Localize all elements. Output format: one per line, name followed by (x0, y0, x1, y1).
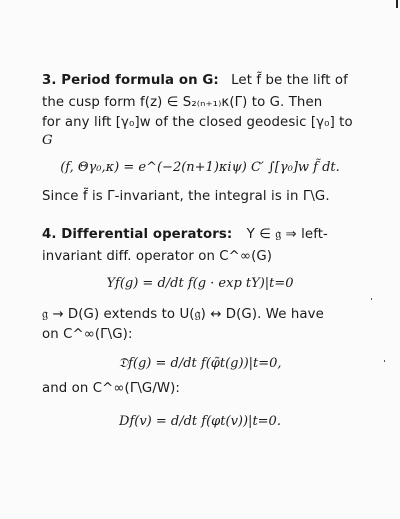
section4-line1-tail: Y ∈ 𝔤 ⇒ left- (246, 227, 328, 242)
section4-eq2: 𝔇f(g) = d/dt f(φ̃t(g))|t=0, (118, 356, 282, 371)
section4-line1 (42, 224, 376, 246)
section3-line4: G (42, 133, 53, 148)
section4-eq1: Yf(g) = d/dt f(g · exp tY)|t=0 (106, 276, 294, 291)
page-edge-mark (396, 0, 398, 8)
section3-line2: the cusp form f(z) ∈ S₂₍ₙ₊₁₎κ(Γ) to G. Then (42, 95, 323, 110)
section4-line2: invariant diff. operator on C^∞(G) (42, 249, 273, 264)
section3-line1 (42, 70, 376, 92)
section4-eq3: Df(v) = d/dt f(φt(v))|t=0. (119, 414, 281, 429)
section3-line1-tail: Let f̃ be the lift of (231, 73, 348, 88)
section4-line3: 𝔤 → D(G) extends to U(𝔤) ↔ D(G). We have (42, 307, 324, 322)
section4-heading: 4. Differential operators: (42, 227, 233, 242)
section3-line5: Since f̃ is Γ-invariant, the integral is in Γ\G. (42, 189, 330, 204)
section4-line5: and on C^∞(Γ\G/W): (42, 381, 181, 396)
section3-equation: (f, Θγ₀,κ) = e^(−2(n+1)κiψ) C′ ∫[γ₀]w f̃ dt. (60, 160, 340, 175)
section3-heading: 3. Period formula on G: (42, 73, 219, 88)
section3-line3: for any lift [γ₀]w of the closed geodesic [γ₀] to (42, 115, 353, 130)
scan-speck (371, 298, 372, 300)
section4-line4: on C^∞(Γ\G): (42, 327, 133, 342)
